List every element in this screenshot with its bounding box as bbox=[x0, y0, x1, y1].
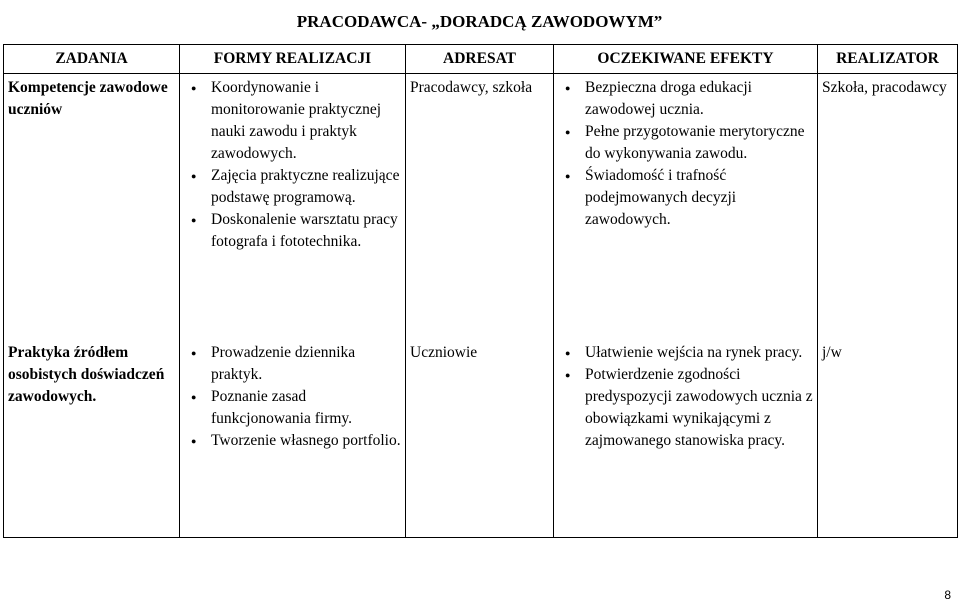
effects-cell bbox=[554, 74, 818, 339]
realizer-cell: j/w bbox=[818, 339, 958, 538]
table-row bbox=[4, 74, 958, 339]
forms-cell bbox=[180, 74, 406, 339]
header-forms: FORMY REALIZACJI bbox=[180, 45, 406, 74]
header-realizer: REALIZATOR bbox=[818, 45, 958, 74]
list-item: ● Świadomość i trafność podejmowanych decyzji zawodowych. bbox=[580, 165, 813, 231]
realizer-cell: Szkoła, pracodawcy bbox=[818, 74, 958, 339]
list-item: ● Bezpieczna droga edukacji zawodowej ucznia. bbox=[580, 77, 813, 121]
list-item: ● Potwierdzenie zgodności predyspozycji zawodowych ucznia z obowiązkami wynikającymi z zajmowanego stanowiska pracy. bbox=[580, 364, 813, 452]
list-item: ● Zajęcia praktyczne realizujące podstawę programową. bbox=[206, 165, 401, 209]
task-cell: Kompetencje zawodowe uczniów bbox=[4, 74, 180, 339]
header-tasks: ZADANIA bbox=[4, 45, 180, 74]
list-item: ● Koordynowanie i monitorowanie praktycznej nauki zawodu i praktyk zawodowych. bbox=[206, 77, 401, 165]
task-cell: Praktyka źródłem osobistych doświadczeń zawodowych. bbox=[4, 339, 180, 538]
header-row bbox=[4, 45, 958, 74]
forms-cell bbox=[180, 339, 406, 538]
list-item: ● Prowadzenie dziennika praktyk. bbox=[206, 342, 401, 386]
list-item: ● Poznanie zasad funkcjonowania firmy. bbox=[206, 386, 401, 430]
addressee-cell: Pracodawcy, szkoła bbox=[406, 74, 554, 339]
header-addressee: ADRESAT bbox=[406, 45, 554, 74]
addressee-cell: Uczniowie bbox=[406, 339, 554, 538]
header-effects: OCZEKIWANE EFEKTY bbox=[554, 45, 818, 74]
list-item: ● Pełne przygotowanie merytoryczne do wykonywania zawodu. bbox=[580, 121, 813, 165]
list-item: ● Doskonalenie warsztatu pracy fotografa i fototechnika. bbox=[206, 209, 401, 253]
list-item: ● Tworzenie własnego portfolio. bbox=[206, 430, 401, 452]
page-number: 8 bbox=[944, 588, 951, 602]
plan-table bbox=[3, 44, 958, 538]
effects-cell bbox=[554, 339, 818, 538]
list-item: ● Ułatwienie wejścia na rynek pracy. bbox=[580, 342, 813, 364]
table-row bbox=[4, 339, 958, 538]
page-title: PRACODAWCA- „DORADCĄ ZAWODOWYM” bbox=[296, 12, 663, 31]
